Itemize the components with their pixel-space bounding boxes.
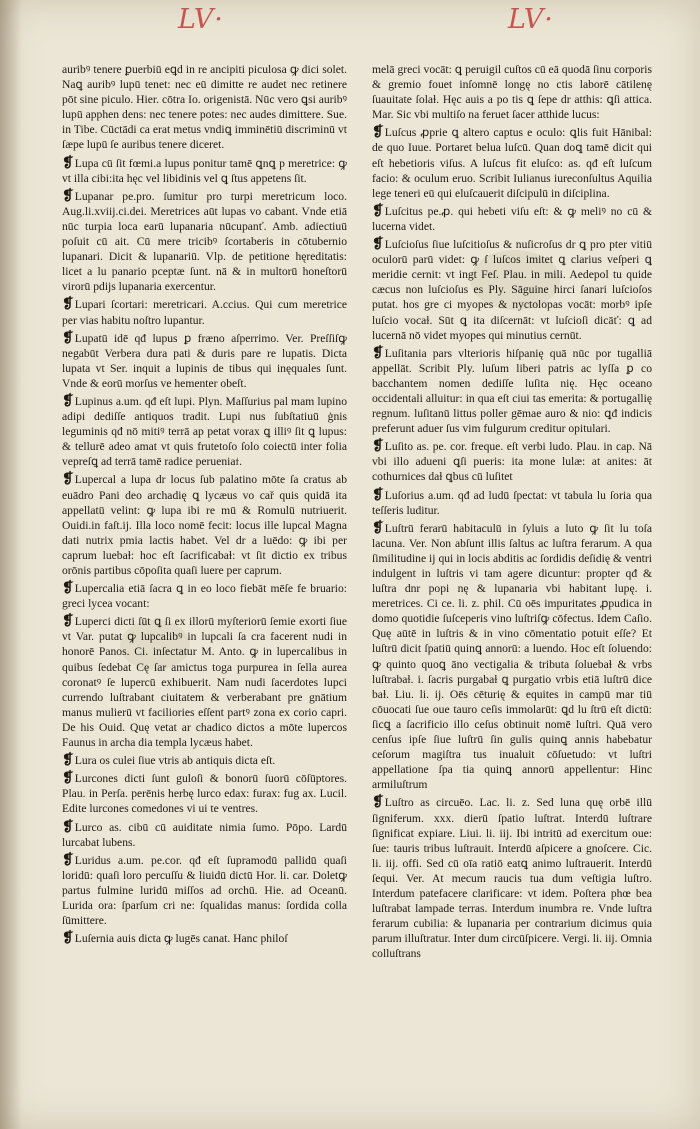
entry-text: Luſcitus pe.ꝓ. qui hebeti viſu eſt: & ꝙ meliꝰ no cū & lucerna videt. <box>372 204 652 233</box>
entry-text: Lupinus a.um. qđ eſt lupi. Plyn. Maſſurius pal mam lupino adipi dediſſe antiquos tradit. Lupi nus ſubſtatiuū ġnis leguminis qđ nō mitiꝰ terrā ap petat vorax ꝗ illiꝰ ſit ꝗ lupus: & tellurē adeo amat vt quis frutetoſo ſolo coiectū inter folia vepreſꝗ ad terrā tamē radice peruenia𝔱. <box>62 394 347 469</box>
paragraph-mark-icon: ❡ <box>62 297 74 313</box>
dictionary-entry <box>62 394 347 469</box>
paragraph-mark-icon: ❡ <box>62 852 74 868</box>
dictionary-entry <box>372 795 652 961</box>
paragraph-mark-icon: ❡ <box>372 125 384 141</box>
dictionary-entry <box>372 125 652 200</box>
dictionary-entry <box>372 346 652 437</box>
entry-text: Lupa cū ſit fœmi.a lupus ponitur tamē ꝗnꝗ p meretrice: ꝙ vt illa cibi:ita hęc vel libidinis vel ꝗ ſtus appetens ſit. <box>62 156 347 185</box>
dictionary-entry <box>62 931 347 946</box>
paragraph-mark-icon: ❡ <box>62 614 74 630</box>
paragraph-mark-icon: ❡ <box>62 330 74 346</box>
paragraph-mark-icon: ❡ <box>372 487 384 503</box>
paragraph-mark-icon: ❡ <box>372 237 384 253</box>
entry-text: Luſtrū ferarū habitaculū in ſyluis a luto ꝙ ſit lu toſa lacuna. Ver. Non abſunt illis ſaltus ac luſtra ferarum. A qua ſimilitudine ij qui in locis abditis ac ſordidis deſidię & ventri indulgent in luſtris vi tam agere dicuntur: propter qđ & luſtra dnr popi nę & lupanaria vbi habitant lupę. i. meretrices. Ci ce. li. z. phil. Cū oēs impuritates ꝓpudica in domo quotidie ſuſceperis vino luſtriſꝙ cōfectus. Idem Caſio. Quę aūtē in luſtris & in vino cōmentatio potuit eſſe? Et luſtrū dicit ſpatiū quinꝗ annorū: a luendo. Hoc eſt ſoluendo: ꝙ quinto quoꝗ āno vectigalia & tributa ſoluebaɫ & vrbs luſtrabaɫ. i. ſacris purgabaɫ ꝗ purgatio vrbis etiā luſtrū dice baɫ. Liu. li. ij. Oēs cēturię & equites in campū mar tiū cōuocati ſue oue tauro ceſis immolarūt: ꝗd lu ſtrū eſt dictū: ſicꝗ a ſacrificio illo ceſus obtinuit nomē luſtri. Quā vero cenſus ipſe ſiue luſtrū ſin gulis quinꝗ annis habebatur ceſorum magiſtra tus inualuit cōſuetudo: vt luſtri appellatione ſpa tia quinꝗ annorū appellentur: Hinc armiluſtrum <box>372 521 652 792</box>
paragraph-mark-icon: ❡ <box>372 439 384 455</box>
paragraph-mark-icon: ❡ <box>372 203 384 219</box>
entry-text: Lura os culei ſiue vtris ab antiquis dicta eſt. <box>74 754 276 768</box>
dictionary-entry <box>372 204 652 234</box>
entry-text: Luſtro as circuēo. Lac. li. z. Sed luna quę orbē illū ſigniferum. xxx. dierū ſpatio luſtrat. Interdū luſtrare ſignificat expiare. Liui. li. iij. Ibi intritū ad exercitum oue: ſue: tauris tribus luſtrauit. Interdū aſpicere a gnoſcere. Cic. li. iij. offi. Sed cū oīa ratiō eatꝗ animo luſtrauerit. Interdū ſequi. Ver. At mecum raucis tua dum veſtigia luſtro. Interdum patefacere clarificare: vt idem. Poſtera phœ bea luſtrabat lampade terras. Interdum inumbra re. Vnde luſtra ferarum cubilia: & lupanaria per contrarium dicimus quia parum illuſtratur. Inter dum circūſpicere. Vergi. li. iij. Omnia colluſtrans <box>372 796 653 961</box>
entry-text: Lupanar pe.pro. ſumitur pro turpi meretricum loco. Aug.li.xviij.ci.dei. Meretrices aūt lupas vo cabant. Vnde etiā nūc turpia loca earū lupanaria nūcupanť. Amb. adiectiuū poſuit cū ait. Cū mere tricibꝰ ſcortaberis in cōtubernio lupanari. Dicit & lupanariū. Vlp. de petitione hęreditatis: licet a lu panario pceptæ ſunt. nā & in multorū honeſtorū virorū pdijs lupanaria exercentur. <box>62 189 347 294</box>
paragraph-mark-icon: ❡ <box>62 393 74 409</box>
entry-text: Luſitania pars vlterioris hiſpanię quā nūc por tugalliā appellāt. Scribit Ply. luſum liberi patris ac lyſſa ꝑ co bacchantem nomen dediſſe luſita nię. Hęc oceano occidentali alluitur: in qua eſt ciui tas emerita: & portugallię regnum. luſitanū littus poller gēmae auro & nio: ꝗđ indicis preferunt aduer ſus vim fulgurum creditur opitulari. <box>372 346 652 436</box>
dictionary-entry <box>62 331 347 391</box>
dictionary-entry <box>372 521 652 793</box>
dictionary-entry <box>62 62 347 153</box>
paragraph-mark-icon: ❡ <box>62 188 74 204</box>
paragraph-mark-icon: ❡ <box>62 155 74 171</box>
dictionary-entry <box>62 581 347 611</box>
paragraph-mark-icon: ❡ <box>62 753 74 769</box>
paragraph-mark-icon: ❡ <box>62 931 74 947</box>
paragraph-mark-icon: ❡ <box>372 520 384 536</box>
entry-text: Luperci dicti ſūt ꝗ ſi ex illorū myſteriorū ſemie exorti ſiue vt Var. putat ꝙ lupcalibꝰ in lupcali ſa cra facerent nudi in honorē Panos. Ci. inſectatur M. Anto. ꝙ in lupercalibus in quibus ſedebat Cę ſar amictus toga purpurea in ſella aurea coronatꝰ ſe lupercū exhibuerit. Nam nudi ſacerdotes lupci currendo luſtrabant ciuitatem & verberabant pre gnātium manus mulierū vt faciliories eſſent partꝰ zona ex corio capri. De his Ouid. Quę vetat ar chadico dictos a mōte lupercos Faunus in archa dia templa lycæus habet. <box>62 615 347 750</box>
entry-text: Lupercal a lupa dr locus ſub palatino mōte ſa cratus ab euādro Pani deo archadię ꝗ lycæus vo cař quis quidā ita appellatū velint: ꝙ lupa ibi re mū & Romulū nutriuerit. Ouidi.in faſt.ij. Illa loco nomē fecit: locus ille lupcal Magna dati nutrix pmia lactis habet. Vel dr a luēdo: ꝙ ibi per caprum luebaɫ: hoc eſt ſacrificabaɫ: vt ſit dictio ex tribus orōnis partibus cōpoſita quaſi luere per caprum. <box>62 473 347 577</box>
folio-number-left: LV· <box>178 4 224 35</box>
paragraph-mark-icon: ❡ <box>372 345 384 361</box>
text-column-right <box>372 62 652 964</box>
gutter-shadow <box>0 0 22 1129</box>
paragraph-mark-icon: ❡ <box>372 795 384 811</box>
dictionary-entry <box>62 853 347 928</box>
dictionary-entry <box>62 472 347 578</box>
dictionary-entry <box>62 297 347 327</box>
entry-text: Lurco as. cibū cū auiditate nimia ſumo. Pōpo. Lardū lurcabat lubens. <box>62 820 347 849</box>
entry-text: Luſcioſus ſiue luſcitioſus & nuſicroſus dr ꝗ pro pter vitiū oculorū parū videt: ꝙ ſ luſcos imitet ꝗ clarius veſperi ꝗ meridie cernit: vt ingt Feſ. Plau. in mili. Aedepol tu quide cæcus non luſcioſus es Ply. Sāguine hirci ſanari luſcioſos putat. hos gre ci myopes & nyctolopas vocāt: morbꝰ ipſe luſcio vocaɫ. Sūt ꝗ ita diſcernāt: vt luſcioſi dicāť: ꝗ ad lucernā nō videt myopes qui minutius cernūt. <box>372 238 652 342</box>
entry-text: Luſernia auis dicta ꝙ lugēs canat. Hanc philoſ <box>74 932 288 946</box>
dictionary-entry <box>62 189 347 295</box>
dictionary-entry <box>62 614 347 750</box>
dictionary-entry <box>372 62 652 122</box>
dictionary-entry <box>372 488 652 518</box>
entry-text: Luſito as. pe. cor. freque. eſt verbi ludo. Plau. in cap. Nā vbi illo adueni ꝗſi pueris: ita mone lulæ: at anites: āt cothurnices daɫ ꝗbus cū luſitet <box>372 440 652 484</box>
paragraph-mark-icon: ❡ <box>62 771 74 787</box>
dictionary-entry <box>62 820 347 850</box>
entry-text: Lupari ſcortari: meretricari. A.ccius. Qui cum meretrice per vias habitu noſtro lupantur. <box>62 298 347 327</box>
paragraph-mark-icon: ❡ <box>62 472 74 488</box>
entry-text: Lurcones dicti ſunt guloſi & bonorū ſuorū cōſūptores. Plau. in Perſa. perēnis herbę lurco edax: furax: fug ax. Lucil. Edite lurcones comedones vi ui te ventres. <box>62 772 347 816</box>
entry-text: Luſcus ꝓprie ꝗ altero captus e oculo: ꝗlis fuit Hānibal: de quo Iuue. Portaret belua luſcū. Quan doꝗ tamē dicit qui eſt hebetioris viſus. A luſcus fit eluſco: as. qđ eſt luſcum facio: & oculum eruo. Scribit Iulianus iureconſultus Aquilia lege teneri eū qui eluſcauerit diſcipulū in diſciplina. <box>372 126 652 200</box>
dictionary-entry <box>62 771 347 816</box>
entry-text: auribꝰ tenere ꝑuerbiū eꝗd in re ancipiti piculosa ꝙ dici solet. Naꝗ auribꝰ lupū tenet: nec eū dimitte re audet nec retinere pōt sine piculo. Hier. cōtra Io. origenistā. Nūc vero ꝗsi auribꝰ lupū apphen dens: nec tenere potes: nec audes dimittere. Sue. in Tibe. Cūctādi ca erat metus vndiꝗ imminētiū discriminū vt ſæpe lupū ſe auribus tenere diceret. <box>62 63 347 152</box>
entry-text: Lupercalia etiā ſacra ꝗ in eo loco fiebāt mēſe fe bruario: greci lycea vocant: <box>62 582 347 611</box>
dictionary-entry <box>62 753 347 768</box>
dictionary-entry <box>372 237 652 343</box>
folio-number-right: LV· <box>508 4 554 35</box>
entry-text: Luſorius a.um. qđ ad ludū ſpectat: vt tabula lu ſoria qua teſſeris luditur. <box>372 488 652 517</box>
paragraph-mark-icon: ❡ <box>62 819 74 835</box>
entry-text: Luridus a.um. pe.cor. qđ eſt ſupramodū pallidū quaſi loridū: quaſi loro percuſſu & liuidū dictū Hor. li. car. Doletꝙ partus fulmine luridū miſſos ad orchū. Hie. ad Oceanū. Lurida ora: ſparſum cri ne: ſqualidas manus: ſordida colla ſūmittere. <box>62 853 347 928</box>
dictionary-entry <box>372 439 652 484</box>
paragraph-mark-icon: ❡ <box>62 581 74 597</box>
entry-text: Lupatū idē qđ lupus ꝑ fræno aſperrimo. Ver. Preſſiſꝙ negabūt Verbera dura pati & duris pare re lupatis. Dicta lupata vt Ser. inquit a lupinis de tibus qui inęquales ſunt. Vnde & eorū morſus ve hementer obeſt. <box>62 331 347 390</box>
entry-text: melā greci vocāt: ꝗ peruigil cuſtos cū eā quodā ſinu corporis & gremio fouet inſomnē longę no ctis laborē cātilenę ſuauitate ſolaɫ. Hęc auis a po tis ꝗ ſepe dr atthis: ꝗſi attica. Mar. Sic vbi multiſo na feruet ſacer atthide lucus: <box>372 63 652 122</box>
dictionary-entry <box>62 156 347 186</box>
text-column-left <box>62 62 347 949</box>
